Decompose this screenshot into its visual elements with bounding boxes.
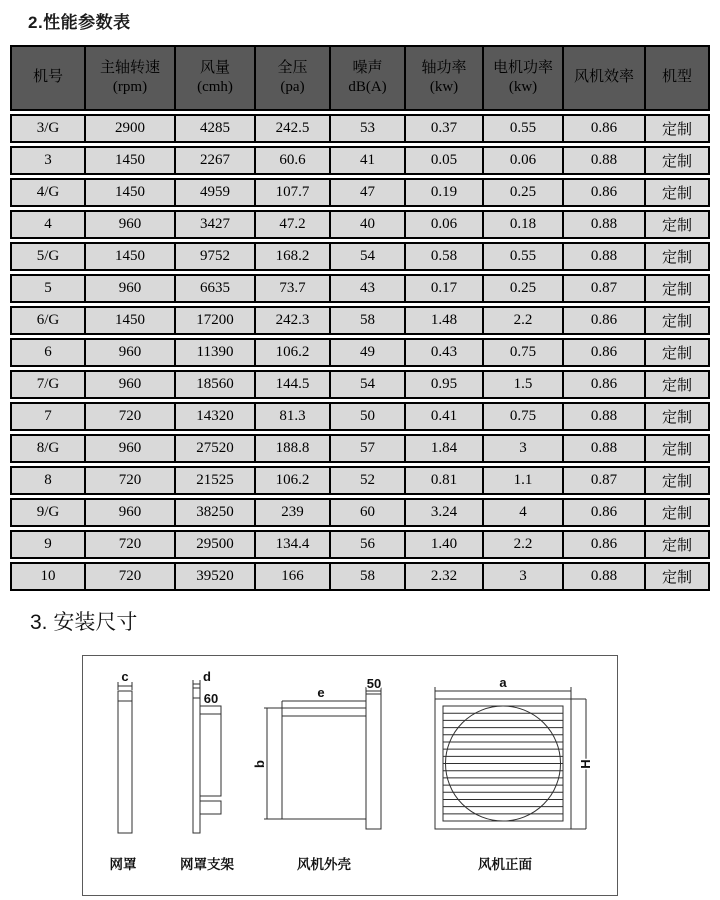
table-cell: 1450 <box>85 306 175 335</box>
table-cell: 0.88 <box>563 402 645 431</box>
table-cell: 242.5 <box>255 114 330 143</box>
table-cell: 27520 <box>175 434 255 463</box>
table-row <box>10 530 710 559</box>
table-cell: 239 <box>255 498 330 527</box>
table-cell: 168.2 <box>255 242 330 271</box>
mesh-cover-drawing <box>110 669 137 872</box>
table-cell: 106.2 <box>255 466 330 495</box>
table-cell: 0.87 <box>563 466 645 495</box>
table-cell: 58 <box>330 562 405 591</box>
table-cell: 242.3 <box>255 306 330 335</box>
table-cell: 0.41 <box>405 402 483 431</box>
table-cell: 4285 <box>175 114 255 143</box>
table-cell: 720 <box>85 402 175 431</box>
table-row <box>10 274 710 303</box>
table-cell: 1.5 <box>483 370 563 399</box>
fan-front-drawing <box>435 675 593 872</box>
table-cell: 58 <box>330 306 405 335</box>
table-row <box>10 146 710 175</box>
table-cell: 0.86 <box>563 178 645 207</box>
table-cell: 56 <box>330 530 405 559</box>
table-cell: 5/G <box>10 242 85 271</box>
table-cell: 定制 <box>645 370 710 399</box>
table-cell: 57 <box>330 434 405 463</box>
table-cell: 107.7 <box>255 178 330 207</box>
table-cell: 960 <box>85 274 175 303</box>
table-cell: 40 <box>330 210 405 239</box>
param-table-body <box>10 114 710 591</box>
table-cell: 144.5 <box>255 370 330 399</box>
table-row <box>10 242 710 271</box>
table-row <box>10 498 710 527</box>
column-header: 机型 <box>645 45 710 111</box>
table-row <box>10 466 710 495</box>
table-cell: 定制 <box>645 562 710 591</box>
table-cell: 定制 <box>645 498 710 527</box>
table-cell: 4/G <box>10 178 85 207</box>
table-cell: 定制 <box>645 146 710 175</box>
table-cell: 720 <box>85 562 175 591</box>
table-cell: 0.88 <box>563 210 645 239</box>
column-header: 风量 (cmh) <box>175 45 255 111</box>
table-cell: 106.2 <box>255 338 330 367</box>
dim-label-H: H <box>578 759 593 769</box>
dim-label-b: b <box>252 760 267 768</box>
fan-housing-drawing <box>252 676 381 872</box>
table-row <box>10 178 710 207</box>
table-cell: 定制 <box>645 338 710 367</box>
table-cell: 4 <box>10 210 85 239</box>
table-cell: 3427 <box>175 210 255 239</box>
table-cell: 1450 <box>85 242 175 271</box>
table-cell: 38250 <box>175 498 255 527</box>
table-cell: 47.2 <box>255 210 330 239</box>
table-cell: 6 <box>10 338 85 367</box>
mesh-bracket-drawing <box>180 669 234 872</box>
table-cell: 1450 <box>85 178 175 207</box>
table-cell: 0.88 <box>563 434 645 463</box>
table-cell: 6/G <box>10 306 85 335</box>
table-row <box>10 562 710 591</box>
dim-label-e: e <box>317 685 325 700</box>
dim-label-50: 50 <box>366 676 382 691</box>
mesh-cover-label: 网罩 <box>109 857 137 872</box>
table-cell: 0.75 <box>483 402 563 431</box>
table-row <box>10 338 710 367</box>
table-cell: 定制 <box>645 434 710 463</box>
table-cell: 定制 <box>645 210 710 239</box>
table-cell: 8 <box>10 466 85 495</box>
installation-dimensions-panel <box>82 655 618 896</box>
section-title-install-dimensions: 3. 安装尺寸 <box>30 611 138 634</box>
table-cell: 定制 <box>645 114 710 143</box>
table-cell: 0.88 <box>563 146 645 175</box>
table-cell: 1450 <box>85 146 175 175</box>
dim-label-a: a <box>499 675 507 690</box>
table-cell: 1.48 <box>405 306 483 335</box>
table-cell: 134.4 <box>255 530 330 559</box>
table-cell: 9/G <box>10 498 85 527</box>
table-cell: 0.86 <box>563 370 645 399</box>
table-cell: 166 <box>255 562 330 591</box>
louver-lines <box>443 713 563 814</box>
table-row <box>10 434 710 463</box>
table-cell: 0.58 <box>405 242 483 271</box>
table-cell: 2900 <box>85 114 175 143</box>
table-cell: 73.7 <box>255 274 330 303</box>
table-cell: 0.55 <box>483 242 563 271</box>
table-cell: 3 <box>483 434 563 463</box>
table-cell: 0.81 <box>405 466 483 495</box>
table-cell: 720 <box>85 530 175 559</box>
dim-label-c: c <box>121 669 129 684</box>
table-cell: 0.86 <box>563 114 645 143</box>
table-cell: 0.19 <box>405 178 483 207</box>
table-cell: 52 <box>330 466 405 495</box>
table-cell: 29500 <box>175 530 255 559</box>
table-cell: 3 <box>483 562 563 591</box>
table-cell: 9752 <box>175 242 255 271</box>
table-cell: 0.86 <box>563 498 645 527</box>
table-cell: 3/G <box>10 114 85 143</box>
table-cell: 4959 <box>175 178 255 207</box>
table-cell: 54 <box>330 242 405 271</box>
table-cell: 5 <box>10 274 85 303</box>
table-cell: 定制 <box>645 242 710 271</box>
table-row <box>10 210 710 239</box>
table-cell: 定制 <box>645 274 710 303</box>
table-cell: 1.40 <box>405 530 483 559</box>
table-cell: 2267 <box>175 146 255 175</box>
param-table-head-row <box>10 45 710 111</box>
table-cell: 17200 <box>175 306 255 335</box>
table-cell: 0.18 <box>483 210 563 239</box>
table-cell: 14320 <box>175 402 255 431</box>
column-header: 电机功率 (kw) <box>483 45 563 111</box>
table-cell: 定制 <box>645 306 710 335</box>
table-cell: 10 <box>10 562 85 591</box>
table-cell: 0.86 <box>563 530 645 559</box>
column-header: 主轴转速 (rpm) <box>85 45 175 111</box>
table-cell: 11390 <box>175 338 255 367</box>
table-cell: 0.88 <box>563 242 645 271</box>
table-cell: 2.2 <box>483 306 563 335</box>
mesh-bracket-label: 网罩支架 <box>180 857 234 872</box>
table-cell: 0.86 <box>563 306 645 335</box>
table-cell: 0.17 <box>405 274 483 303</box>
table-row <box>10 370 710 399</box>
table-cell: 54 <box>330 370 405 399</box>
table-cell: 50 <box>330 402 405 431</box>
table-cell: 4 <box>483 498 563 527</box>
table-cell: 2.2 <box>483 530 563 559</box>
column-header: 机号 <box>10 45 85 111</box>
table-cell: 定制 <box>645 178 710 207</box>
column-header: 风机效率 <box>563 45 645 111</box>
table-cell: 53 <box>330 114 405 143</box>
dim-label-60: 60 <box>203 691 219 706</box>
table-cell: 0.43 <box>405 338 483 367</box>
table-row <box>10 402 710 431</box>
table-cell: 7 <box>10 402 85 431</box>
table-row <box>10 306 710 335</box>
table-cell: 定制 <box>645 402 710 431</box>
table-cell: 960 <box>85 370 175 399</box>
performance-parameter-table <box>10 42 710 594</box>
column-header: 轴功率 (kw) <box>405 45 483 111</box>
table-cell: 41 <box>330 146 405 175</box>
table-row <box>10 114 710 143</box>
table-cell: 0.25 <box>483 274 563 303</box>
table-cell: 960 <box>85 434 175 463</box>
table-cell: 21525 <box>175 466 255 495</box>
fan-front-label: 风机正面 <box>478 857 532 872</box>
table-cell: 0.06 <box>405 210 483 239</box>
table-cell: 7/G <box>10 370 85 399</box>
table-cell: 3.24 <box>405 498 483 527</box>
table-cell: 0.37 <box>405 114 483 143</box>
table-cell: 188.8 <box>255 434 330 463</box>
table-cell: 3 <box>10 146 85 175</box>
table-cell: 47 <box>330 178 405 207</box>
table-cell: 6635 <box>175 274 255 303</box>
table-cell: 9 <box>10 530 85 559</box>
section-title-performance-params: 2.性能参数表 <box>28 13 131 32</box>
table-cell: 8/G <box>10 434 85 463</box>
table-cell: 0.05 <box>405 146 483 175</box>
table-cell: 39520 <box>175 562 255 591</box>
table-cell: 1.84 <box>405 434 483 463</box>
table-cell: 0.95 <box>405 370 483 399</box>
column-header: 噪声 dB(A) <box>330 45 405 111</box>
table-cell: 0.75 <box>483 338 563 367</box>
table-cell: 960 <box>85 498 175 527</box>
table-cell: 1.1 <box>483 466 563 495</box>
table-cell: 0.87 <box>563 274 645 303</box>
table-cell: 0.86 <box>563 338 645 367</box>
table-cell: 49 <box>330 338 405 367</box>
table-cell: 60.6 <box>255 146 330 175</box>
table-cell: 0.06 <box>483 146 563 175</box>
table-cell: 0.25 <box>483 178 563 207</box>
table-cell: 960 <box>85 210 175 239</box>
table-cell: 81.3 <box>255 402 330 431</box>
table-cell: 定制 <box>645 530 710 559</box>
table-cell: 720 <box>85 466 175 495</box>
table-cell: 18560 <box>175 370 255 399</box>
table-cell: 960 <box>85 338 175 367</box>
table-cell: 0.88 <box>563 562 645 591</box>
installation-diagram <box>83 656 617 895</box>
table-cell: 2.32 <box>405 562 483 591</box>
fan-housing-label: 风机外壳 <box>297 857 351 872</box>
table-cell: 60 <box>330 498 405 527</box>
column-header: 全压 (pa) <box>255 45 330 111</box>
table-cell: 0.55 <box>483 114 563 143</box>
table-cell: 定制 <box>645 466 710 495</box>
table-cell: 43 <box>330 274 405 303</box>
dim-label-d: d <box>203 669 211 684</box>
